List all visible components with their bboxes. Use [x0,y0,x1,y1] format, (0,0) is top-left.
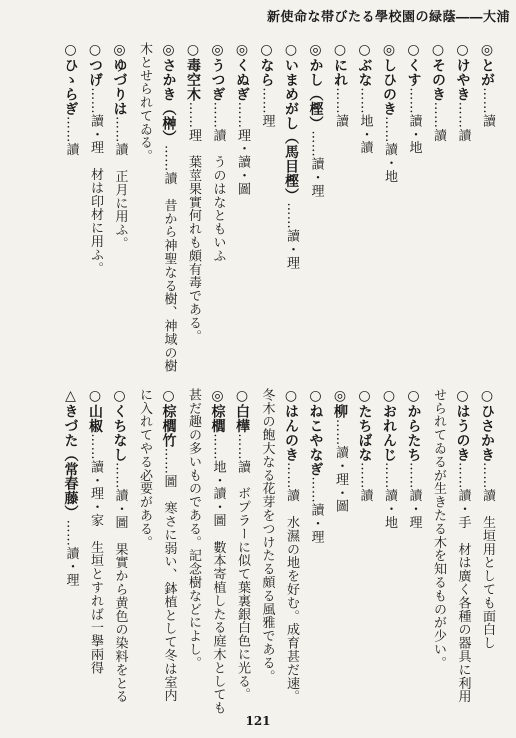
entry-name: ○けやき [454,42,471,102]
entry-name: ○そのき [430,42,446,102]
entry-notes: ……讀・手 材は廣く各種の器具に利用 [455,462,471,704]
entry-column [184,388,202,669]
entry-column [307,42,325,197]
entry-notes: ……地・讀・圖 數本寄植したる庭木としても [210,433,226,715]
entry-notes: ……讀 [455,101,471,142]
entry-name: △きづた（常春藤） [62,388,79,520]
entry-name: ◎棕櫚 [209,388,226,434]
entry-notes: ……理・讀・圖 [235,101,250,196]
entry-column [258,388,276,683]
entry-notes: ……讀・地 [382,116,397,183]
entry-name: ◎柳 [332,388,348,419]
entry-column [307,388,325,543]
entry-column [135,42,153,163]
entry-column [429,42,447,142]
entry-column [282,42,300,269]
entry-name: ○たちばな [356,388,373,462]
entry-name: ◎かし（樫） [307,42,324,131]
entry-name: ◎しひのき [381,42,397,116]
entry-name: ◎うつぎ [209,42,226,102]
entry-column [405,42,423,154]
entry-name: ○にれ [332,42,348,88]
entry-notes: ……讀・理 [308,476,324,544]
entry-name: ○からたち [405,388,422,462]
entry-notes: ……讀 水濕の地を好む。成育甚だ速。 [284,462,299,704]
entry-notes: ……讀 [63,116,79,157]
entry-notes: ……讀・理 [406,462,422,529]
entry-notes: ……讀・理 [308,130,324,198]
entry-notes: 木とせられてゐる。 [137,42,152,163]
entry-name: ○山椒 [87,388,103,434]
entry-column [454,388,472,703]
entry-column [429,388,447,669]
entry-notes: ……讀 [333,87,348,128]
entry-column [331,388,349,513]
entry-notes: ……圖 寒さに弱い、鉢植として冬は室内 [161,447,177,703]
entry-column [478,42,496,127]
entry-notes: ……讀 [431,101,446,142]
entry-column [184,42,202,343]
entry-notes: に入れてやる必要がある。 [137,388,152,549]
entry-notes: せられてゐるが生きたる木を知るものが少い。 [431,388,446,670]
entry-notes: ……讀・圖 果實から黄色の染料をとる [112,462,128,704]
entry-name: ○棕櫚竹 [160,388,177,448]
entry-notes: ……理 [259,87,275,128]
entry-column [405,388,423,529]
entry-notes: ……讀・理 [284,202,299,270]
entry-column [209,388,227,715]
entry-column [86,388,104,674]
entry-column [454,42,472,142]
entry-notes: ……讀 昔から神聖なる樹、神域の樹 [161,144,177,373]
entry-column [233,42,251,195]
entry-notes: ……理 葉莖果實何れも頗有毒である。 [186,101,201,343]
entry-column [258,42,276,127]
entry-column [331,42,349,127]
entry-name: ○いまめがし（馬目樫） [283,42,299,203]
entry-name: ○ねこやなぎ [307,388,324,477]
entry-name: ○ひさかき [479,388,495,462]
entry-notes: ……讀 ボプラーに似て葉裏銀白色に光る。 [235,433,250,702]
entry-column [135,388,153,549]
entry-column [380,42,398,183]
entry-notes: ……地・讀 [357,87,373,155]
running-header: 新使命な帯びたる學校園の緑蔭――大浦 [266,10,510,25]
entry-notes: ……讀 生垣用としても面白し [480,462,495,650]
entry-notes: ……讀 正月に用ふ。 [112,116,128,250]
entry-column [86,42,104,275]
entry-column [478,388,496,650]
entry-notes: ……讀 うのはなともいふ [210,101,226,263]
entry-name: ○おれんじ [381,388,397,462]
entry-name: ○くちなし [111,388,128,462]
entry-column [62,388,80,587]
entry-notes: ……讀 [357,462,373,503]
entry-notes: 冬木の飽大なる花芽をつけたる頗る風雅である。 [259,388,275,683]
entry-column [111,42,129,250]
entry-column [282,388,300,703]
entry-notes: ……讀・理 材は印材に用ふ。 [88,87,103,275]
entry-name: ◎くぬぎ [234,42,250,102]
entry-notes: ……讀 [480,87,495,128]
entry-column [356,388,374,502]
entry-name: ○白樺 [234,388,250,434]
entry-column [380,388,398,529]
entry-name: ◎さかき（榊） [160,42,177,145]
entry-name: ○はうのき [454,388,471,462]
entry-notes: ……讀・理 [63,519,79,587]
entry-name: ◎ゆづりは [111,42,128,116]
entry-name: ○つげ [87,42,103,88]
entry-column [356,42,374,154]
entry-name: ○なら [258,42,275,88]
entry-column [111,388,129,703]
entry-column [160,388,178,702]
entry-notes: ……讀・理・圖 [333,418,348,513]
entry-name: ○ぶな [356,42,373,88]
entry-column [62,42,80,156]
entry-name: ○ひゝらぎ [62,42,79,116]
entry-notes: 甚だ趣の多いものである。記念樹などによし。 [186,388,201,670]
entry-notes: ……讀・地 [382,462,397,529]
entry-name: ○はんのき [283,388,299,462]
entry-name: ◎とが [479,42,495,88]
entry-notes: ……讀・地 [406,87,422,155]
entry-column [233,388,251,701]
entry-name: ○毒空木 [185,42,201,102]
entry-column [160,42,178,373]
entry-column [209,42,227,262]
entry-notes: ……讀・理・家 生垣とすれば一擧兩得 [88,433,103,675]
entry-name: ○くす [405,42,422,88]
page-number: 121 [245,714,271,728]
